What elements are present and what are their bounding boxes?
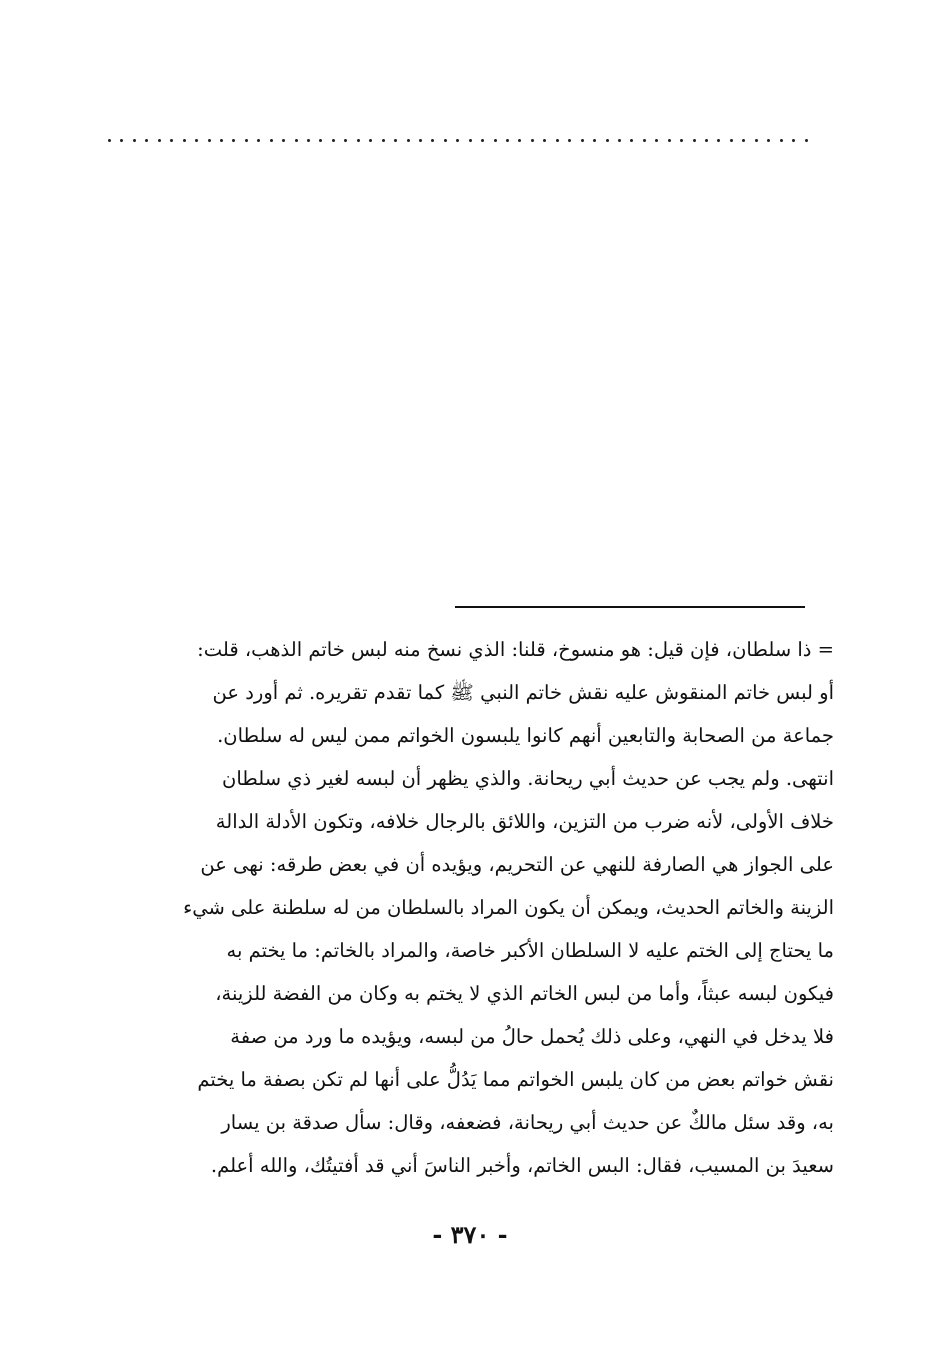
dot xyxy=(643,139,646,142)
dot xyxy=(705,139,708,142)
footnote-line: به، وقد سئل مالكٌ عن حديث أبي ريحانة، فضعفه، وقال: سأل صدقة بن يسار xyxy=(221,1111,834,1134)
dot xyxy=(581,139,584,142)
dot xyxy=(655,139,658,142)
dot xyxy=(270,139,273,142)
dot xyxy=(469,139,472,142)
dot xyxy=(506,139,509,142)
dot xyxy=(394,139,397,142)
dot xyxy=(431,139,434,142)
dot xyxy=(543,139,546,142)
dot xyxy=(444,139,447,142)
footnote-separator-line xyxy=(455,606,805,608)
dot xyxy=(767,139,770,142)
dot xyxy=(456,139,459,142)
dot xyxy=(755,139,758,142)
dot xyxy=(407,139,410,142)
dot xyxy=(158,139,161,142)
footnote-line: الزينة والخاتم الحديث، ويمكن أن يكون المراد بالسلطان من له سلطنة على شيء xyxy=(183,896,834,919)
dot xyxy=(717,139,720,142)
dot xyxy=(568,139,571,142)
dot xyxy=(593,139,596,142)
dot xyxy=(606,139,609,142)
dot xyxy=(295,139,298,142)
dot xyxy=(195,139,198,142)
dot xyxy=(780,139,783,142)
dot xyxy=(332,139,335,142)
dot xyxy=(742,139,745,142)
dot xyxy=(170,139,173,142)
dot xyxy=(618,139,621,142)
dot xyxy=(556,139,559,142)
dot xyxy=(145,139,148,142)
dot xyxy=(494,139,497,142)
dot xyxy=(257,139,260,142)
dot xyxy=(319,139,322,142)
footnote-line: نقش خواتم بعض من كان يلبس الخواتم مما يَدُلُّ على أنها لم تكن بصفة ما يختم xyxy=(197,1068,834,1091)
dot xyxy=(120,139,123,142)
footnote-line: جماعة من الصحابة والتابعين أنهم كانوا يلبسون الخواتم ممن ليس له سلطان. xyxy=(217,724,834,747)
dot xyxy=(792,139,795,142)
footnote-line: أو لبس خاتم المنقوش عليه نقش خاتم النبي ﷺ كما تقدم تقريره. ثم أورد عن xyxy=(212,681,834,704)
dot xyxy=(220,139,223,142)
dot xyxy=(245,139,248,142)
dot xyxy=(108,139,111,142)
footnote-text xyxy=(104,628,834,1187)
dot xyxy=(133,139,136,142)
dot xyxy=(357,139,360,142)
footnote-line: ما يحتاج إلى الختم عليه لا السلطان الأكبر خاصة، والمراد بالخاتم: ما يختم به xyxy=(226,939,834,962)
footnote-line: خلاف الأولى، لأنه ضرب من التزين، واللائق بالرجال خلافه، وتكون الأدلة الدالة xyxy=(215,810,834,833)
dot xyxy=(344,139,347,142)
dot xyxy=(805,139,808,142)
dot xyxy=(208,139,211,142)
dot xyxy=(369,139,372,142)
dot xyxy=(232,139,235,142)
dot xyxy=(518,139,521,142)
dot xyxy=(183,139,186,142)
dot xyxy=(531,139,534,142)
page-number: - ٣٧٠ - xyxy=(432,1220,508,1249)
dot xyxy=(680,139,683,142)
dot xyxy=(730,139,733,142)
dot xyxy=(382,139,385,142)
dotted-separator xyxy=(108,130,808,150)
dot xyxy=(668,139,671,142)
footnote-line: سعيدَ بن المسيب، فقال: البس الخاتم، وأخبر الناسَ أني قد أفتيتُك، والله أعلم. xyxy=(210,1154,834,1177)
dot xyxy=(282,139,285,142)
dot xyxy=(307,139,310,142)
footnote-line: = ذا سلطان، فإن قيل: هو منسوخ، قلنا: الذي نسخ منه لبس خاتم الذهب، قلت: xyxy=(197,638,834,661)
dot xyxy=(419,139,422,142)
footnote-line: فلا يدخل في النهي، وعلى ذلك يُحمل حالُ من لبسه، ويؤيده ما ورد من صفة xyxy=(230,1025,834,1048)
dot xyxy=(693,139,696,142)
footnote-line: انتهى. ولم يجب عن حديث أبي ريحانة. والذي يظهر أن لبسه لغير ذي سلطان xyxy=(222,767,834,790)
dot xyxy=(630,139,633,142)
footnote-line: على الجواز هي الصارفة للنهي عن التحريم، ويؤيده أن في بعض طرقه: نهى عن xyxy=(200,853,834,876)
footnote-line: فيكون لبسه عبثاً، وأما من لبس الخاتم الذي لا يختم به وكان من الفضة للزينة، xyxy=(215,982,834,1005)
dot xyxy=(481,139,484,142)
